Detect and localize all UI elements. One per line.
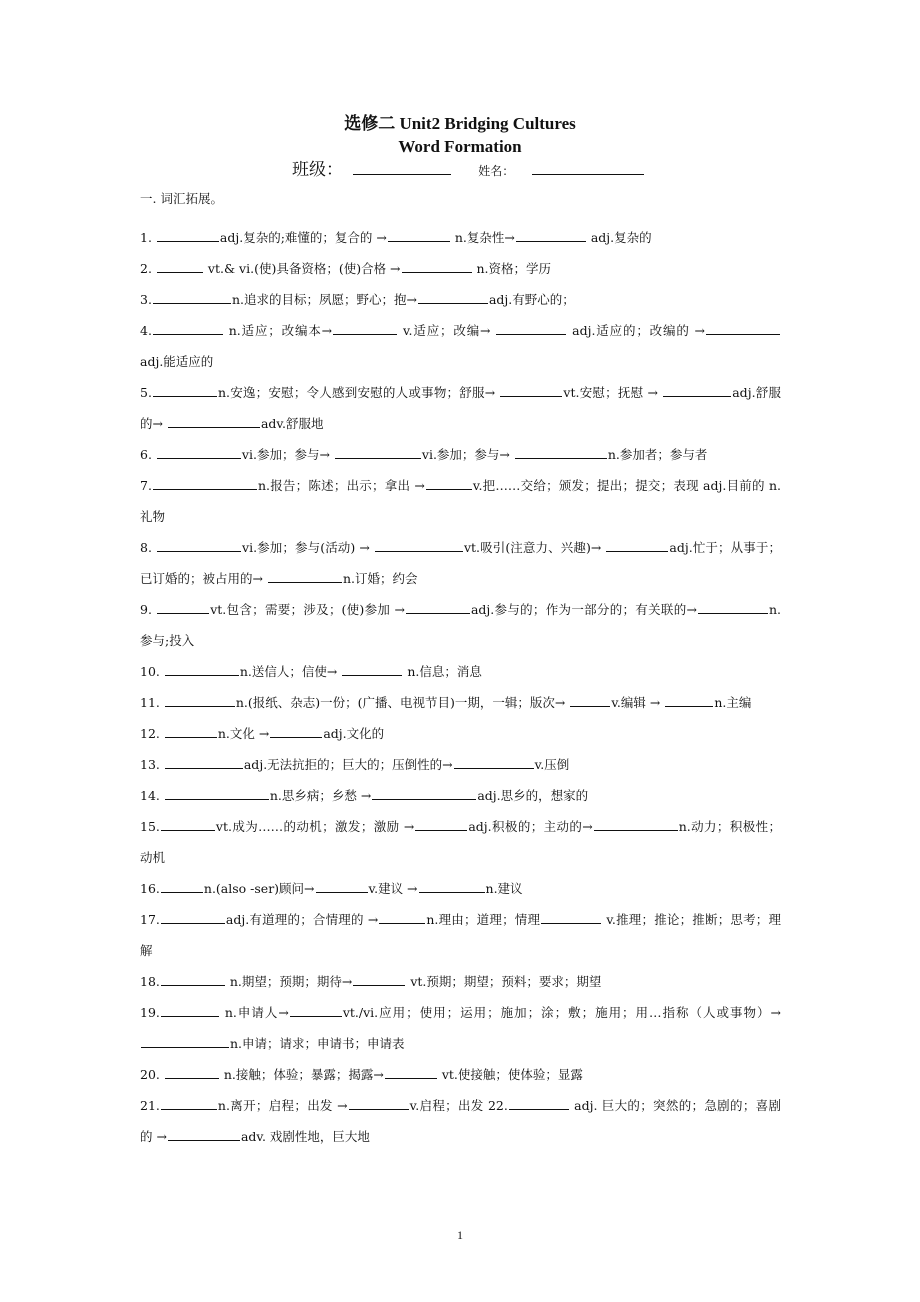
answer-blank[interactable] [157, 445, 241, 459]
item-text: 15. [140, 819, 160, 834]
exercise-item-13 [140, 749, 781, 780]
exercise-item-5 [140, 377, 781, 439]
answer-blank[interactable] [419, 879, 485, 893]
answer-blank[interactable] [500, 383, 562, 397]
item-text: n.资格；学历 [472, 261, 552, 276]
item-text: n.安逸；安慰；令人感到安慰的人或事物；舒服→ [217, 385, 500, 400]
answer-blank[interactable] [570, 693, 610, 707]
item-text: 19. [140, 1005, 160, 1020]
answer-blank[interactable] [353, 972, 405, 986]
item-text: adj.文化的 [323, 726, 385, 741]
item-text: 6. [140, 447, 156, 462]
exercise-item-12 [140, 718, 781, 749]
worksheet-subtitle: Word Formation [398, 137, 522, 156]
item-text: n.(also -ser)顾问→ [203, 881, 315, 896]
item-text: vi.参加；参与→ [421, 447, 514, 462]
answer-blank[interactable] [698, 600, 768, 614]
item-text: n.送信人；信使→ [239, 664, 342, 679]
answer-blank[interactable] [165, 662, 239, 676]
item-text: vt.预期；期望；预料；要求；期望 [406, 974, 602, 989]
answer-blank[interactable] [153, 321, 223, 335]
item-text: 18. [140, 974, 160, 989]
item-text: vt.成为……的动机；激发；激励 → [215, 819, 415, 834]
page-number: 1 [457, 1228, 463, 1242]
item-text: 2. [140, 261, 156, 276]
item-text: n.信息；消息 [403, 664, 482, 679]
answer-blank[interactable] [372, 786, 476, 800]
item-text: adj.思乡的，想家的 [477, 788, 589, 803]
item-text: adj.忙于；从事于；已订婚的；被占用的→ [140, 540, 781, 586]
answer-blank[interactable] [165, 724, 217, 738]
item-text: v.压倒 [534, 757, 570, 772]
item-text: 10. [140, 664, 164, 679]
exercise-item-4 [140, 315, 781, 377]
answer-blank[interactable] [663, 383, 731, 397]
item-text: 11. [140, 695, 164, 710]
item-text: adj.复杂的;难懂的；复合的 → [219, 230, 387, 245]
answer-blank[interactable] [161, 879, 203, 893]
item-text: adj. 巨大的；突然的；急剧的；喜剧的 → [140, 1098, 781, 1144]
exercise-item-8 [140, 532, 781, 594]
answer-blank[interactable] [165, 786, 269, 800]
name-label: 姓名： [478, 164, 515, 178]
answer-blank[interactable] [270, 724, 322, 738]
item-text: n.申请；请求；申请书；申请表 [230, 1036, 405, 1051]
item-text: n.参加者；参与者 [607, 447, 708, 462]
exercise-item-16 [140, 873, 781, 904]
item-text: n.参与;投入 [140, 602, 782, 648]
exercise-item-6 [140, 439, 781, 470]
answer-blank[interactable] [706, 321, 780, 335]
item-text: n.追求的目标；夙愿；野心；抱→ [231, 292, 417, 307]
exercise-item-15 [140, 811, 781, 873]
answer-blank[interactable] [157, 538, 241, 552]
exercise-list [140, 222, 781, 1152]
item-text: v.把……交给；颁发；提出；提交；表现 adj.目前的 n.礼物 [140, 478, 781, 524]
answer-blank[interactable] [161, 910, 225, 924]
answer-blank[interactable] [316, 879, 368, 893]
exercise-item-2 [140, 253, 781, 284]
answer-blank[interactable] [349, 1096, 409, 1110]
answer-blank[interactable] [379, 910, 425, 924]
worksheet-title: 选修二 Unit2 Bridging Cultures [344, 114, 576, 133]
item-text: n.理由；道理；情理 [426, 912, 541, 927]
item-text: 1. [140, 230, 156, 245]
answer-blank[interactable] [161, 817, 215, 831]
item-text: v.建议 → [368, 881, 418, 896]
item-text: v.编辑 → [611, 695, 665, 710]
item-text: v.推理；推论；推断；思考；理解 [140, 912, 781, 958]
exercise-item-3 [140, 284, 781, 315]
answer-blank[interactable] [161, 1003, 219, 1017]
exercise-item-21 [140, 1090, 781, 1152]
answer-blank[interactable] [268, 569, 342, 583]
exercise-item-18 [140, 966, 781, 997]
answer-blank[interactable] [153, 476, 257, 490]
answer-blank[interactable] [388, 228, 450, 242]
answer-blank[interactable] [516, 228, 586, 242]
item-text: adj.参与的；作为一部分的；有关联的→ [470, 602, 697, 617]
answer-blank[interactable] [594, 817, 678, 831]
item-text: n.建议 [485, 881, 523, 896]
answer-blank[interactable] [402, 259, 472, 273]
item-text: n.接触；体验；暴露；揭露→ [219, 1067, 384, 1082]
item-text: n.文化 → [217, 726, 270, 741]
answer-blank[interactable] [290, 1003, 342, 1017]
answer-blank[interactable] [161, 1096, 217, 1110]
item-text: 3. [140, 292, 152, 307]
class-blank[interactable] [353, 160, 451, 175]
answer-blank[interactable] [426, 476, 472, 490]
exercise-item-20 [140, 1059, 781, 1090]
answer-blank[interactable] [157, 600, 209, 614]
item-text: vi.参加；参与(活动) → [242, 540, 374, 555]
item-text: v.启程；出发 22. [409, 1098, 508, 1113]
student-info-line [292, 159, 645, 183]
answer-blank[interactable] [665, 693, 713, 707]
item-text: 9. [140, 602, 157, 617]
answer-blank[interactable] [141, 1034, 229, 1048]
answer-blank[interactable] [385, 1065, 437, 1079]
exercise-item-10 [140, 656, 781, 687]
item-text: n.(报纸、杂志)一份；(广播、电视节目)一期，一辑；版次→ [235, 695, 570, 710]
item-text: n.订婚；约会 [342, 571, 418, 586]
item-text: 4. [140, 323, 152, 338]
item-text: 17. [140, 912, 160, 927]
item-text: vt.& vi.(使)具备资格；(使)合格 → [203, 261, 401, 276]
item-text: n.期望；预期；期待→ [225, 974, 353, 989]
item-text: adj.复杂的 [586, 230, 652, 245]
answer-blank[interactable] [415, 817, 467, 831]
answer-blank[interactable] [406, 600, 470, 614]
answer-blank[interactable] [165, 693, 235, 707]
exercise-item-7 [140, 470, 781, 532]
item-text: n.思乡病；乡愁 → [269, 788, 372, 803]
answer-blank[interactable] [153, 383, 217, 397]
item-text: 13. [140, 757, 164, 772]
answer-blank[interactable] [335, 445, 421, 459]
answer-blank[interactable] [165, 1065, 219, 1079]
item-text: n.申请人→ [219, 1005, 289, 1020]
answer-blank[interactable] [153, 290, 231, 304]
answer-blank[interactable] [375, 538, 463, 552]
item-text: vt.包含；需要；涉及；(使)参加 → [210, 602, 405, 617]
item-text: adv.舒服地 [260, 416, 324, 431]
exercise-item-1 [140, 222, 781, 253]
item-text: adj.能适应的 [140, 354, 214, 369]
item-text: adj.舒服的→ [140, 385, 781, 431]
item-text: vt./vi.应用；使用；运用；施加；涂；敷；施用；用…指称（人或事物）→ [342, 1005, 781, 1020]
answer-blank[interactable] [168, 1127, 240, 1141]
answer-blank[interactable] [541, 910, 601, 924]
answer-blank[interactable] [496, 321, 566, 335]
item-text: n.报告；陈述；出示；拿出 → [257, 478, 425, 493]
item-text: v.适应；改编→ [398, 323, 496, 338]
exercise-item-9 [140, 594, 781, 656]
item-text: 16. [140, 881, 160, 896]
answer-blank[interactable] [454, 755, 534, 769]
item-text: n.主编 [714, 695, 752, 710]
item-text: 21. [140, 1098, 160, 1113]
answer-blank[interactable] [342, 662, 402, 676]
item-text: adj.有野心的； [488, 292, 575, 307]
item-text: 8. [140, 540, 157, 555]
answer-blank[interactable] [157, 259, 203, 273]
answer-blank[interactable] [509, 1096, 569, 1110]
item-text: 5. [140, 385, 152, 400]
answer-blank[interactable] [333, 321, 397, 335]
section-heading: 一. 词汇拓展。 [140, 191, 223, 206]
item-text: adv. 戏剧性地，巨大地 [240, 1129, 370, 1144]
item-text: vt.使接触；使体验；显露 [437, 1067, 583, 1082]
item-text: n.离开；启程；出发 → [217, 1098, 348, 1113]
item-text: 12. [140, 726, 164, 741]
item-text: 14. [140, 788, 164, 803]
item-text: 20. [140, 1067, 164, 1082]
answer-blank[interactable] [161, 972, 225, 986]
item-text: n.复杂性→ [450, 230, 515, 245]
answer-blank[interactable] [157, 228, 219, 242]
item-text: adj.有道理的；合情理的 → [225, 912, 379, 927]
item-text: vt.吸引(注意力、兴趣)→ [463, 540, 606, 555]
item-text: adj.无法抗拒的；巨大的；压倒性的→ [243, 757, 453, 772]
item-text: 7. [140, 478, 152, 493]
answer-blank[interactable] [606, 538, 668, 552]
item-text: vt.安慰；抚慰 → [563, 385, 663, 400]
answer-blank[interactable] [165, 755, 243, 769]
exercise-item-19 [140, 997, 781, 1059]
answer-blank[interactable] [515, 445, 607, 459]
name-blank[interactable] [532, 160, 644, 175]
exercise-item-17 [140, 904, 781, 966]
item-text: vi.参加；参与→ [241, 447, 334, 462]
item-text: adj.积极的；主动的→ [468, 819, 593, 834]
item-text: n.适应；改编本→ [223, 323, 333, 338]
class-label: 班级： [292, 160, 343, 180]
answer-blank[interactable] [418, 290, 488, 304]
item-text: n.动力；积极性；动机 [140, 819, 781, 865]
exercise-item-11 [140, 687, 781, 718]
answer-blank[interactable] [168, 414, 260, 428]
item-text: adj.适应的；改编的 → [567, 323, 705, 338]
exercise-item-14 [140, 780, 781, 811]
